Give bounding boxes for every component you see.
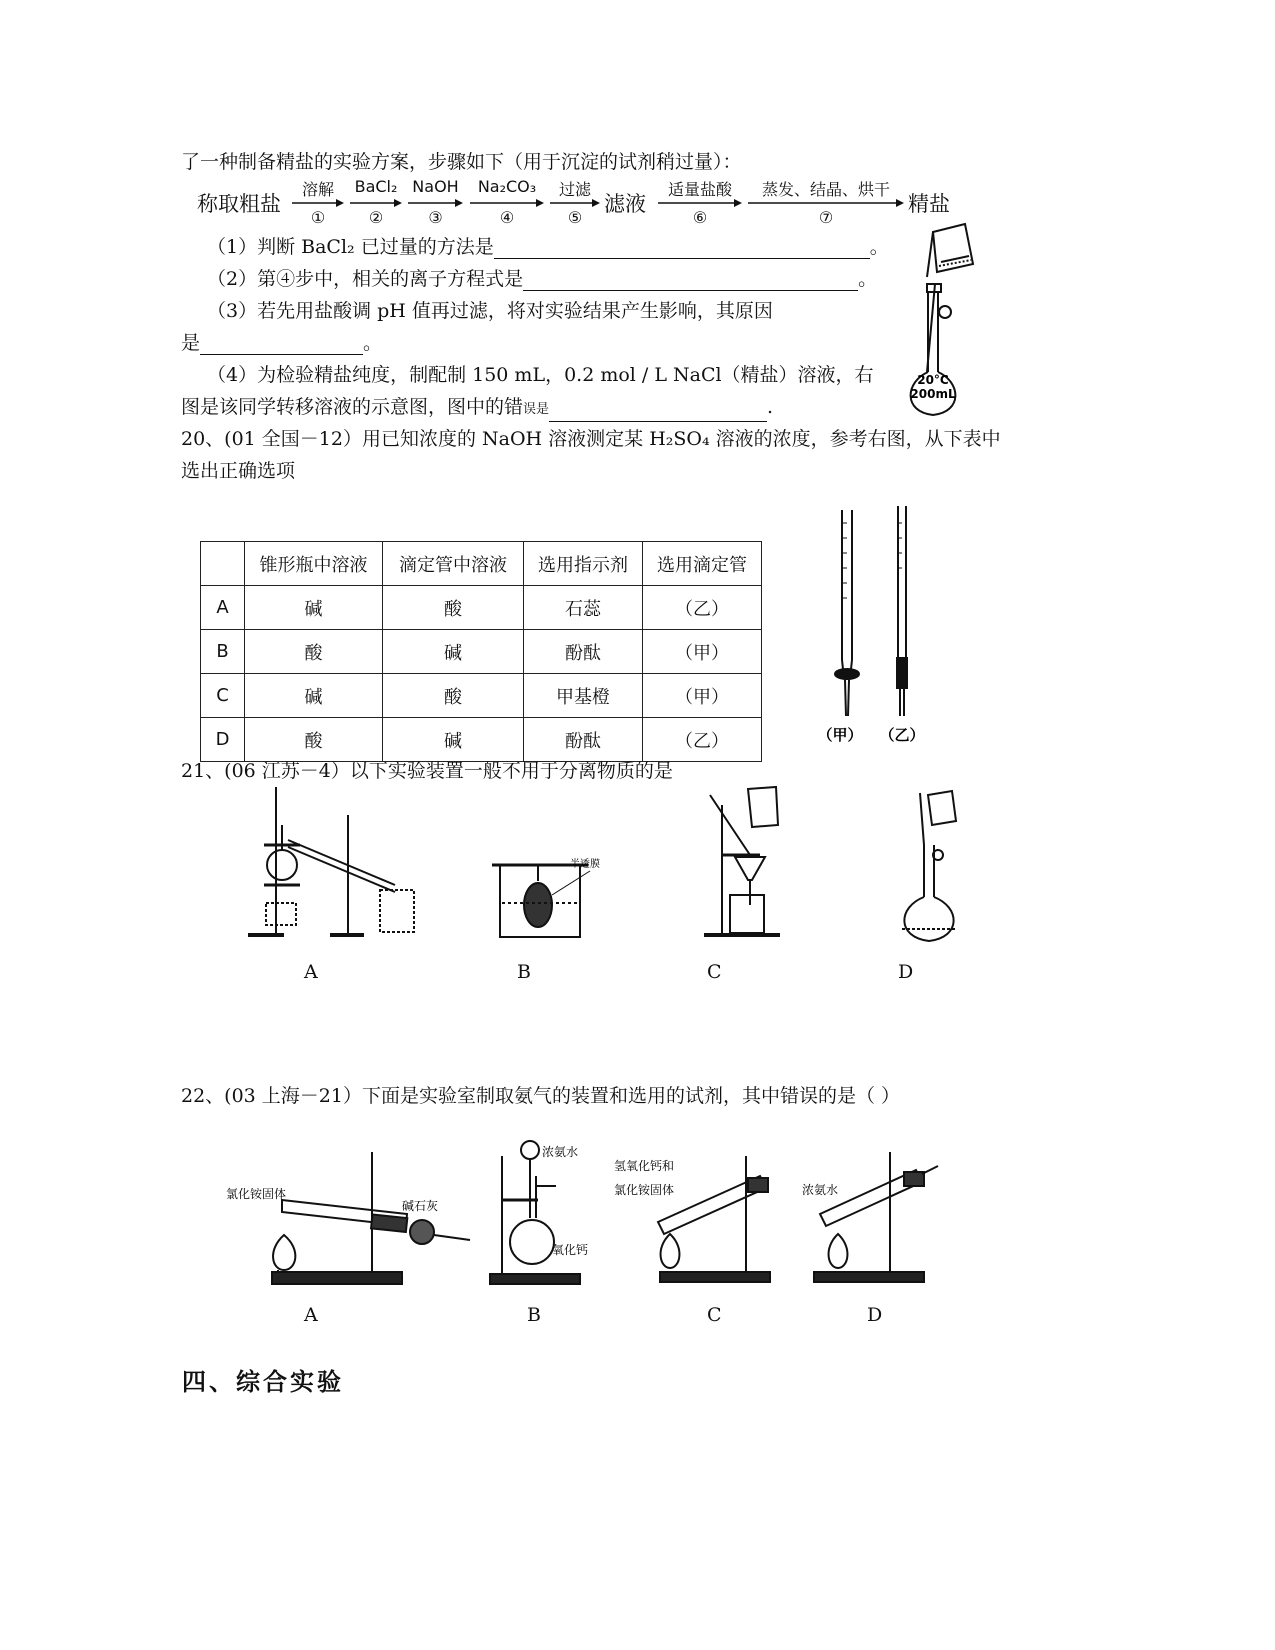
ammonia-apparatus-c-figure bbox=[610, 1150, 780, 1290]
burette-label-yi: （乙） bbox=[879, 726, 925, 744]
flow-step-1: 溶解 ① bbox=[292, 178, 344, 228]
table-cell: 碱 bbox=[383, 718, 524, 762]
answer-blank-3[interactable] bbox=[200, 335, 363, 355]
table-cell: 酸 bbox=[245, 630, 383, 674]
q21-question: 21、(06 江苏－4）以下实验装置一般不用于分离物质的是 bbox=[181, 760, 673, 782]
table-row[interactable] bbox=[201, 630, 762, 674]
table-cell: 酸 bbox=[383, 674, 524, 718]
q21-option-d: D bbox=[898, 961, 914, 983]
flow-step-4: Na₂CO₃ ④ bbox=[470, 178, 544, 228]
q19-part3: （3）若先用盐酸调 pH 值再过滤，将对实验结果产生影响，其原因 bbox=[207, 300, 773, 322]
table-cell: 酚酞 bbox=[524, 718, 643, 762]
q22-option-a: A bbox=[304, 1304, 318, 1326]
label-conc-ammonia-d: 浓氨水 bbox=[802, 1183, 839, 1197]
table-cell: （乙） bbox=[643, 586, 762, 630]
answer-blank-1[interactable] bbox=[494, 239, 870, 259]
answer-blank-4[interactable] bbox=[549, 402, 767, 422]
flow-start: 称取粗盐 bbox=[197, 192, 281, 216]
table-header-cell bbox=[201, 542, 245, 586]
q19-part3-cont: 是 。 bbox=[181, 332, 383, 354]
filtration-apparatus-figure bbox=[700, 785, 790, 945]
table-cell: A bbox=[201, 586, 245, 630]
table-cell: D bbox=[201, 718, 245, 762]
table-header-cell: 滴定管中溶液 bbox=[383, 542, 524, 586]
burettes-figure bbox=[810, 508, 925, 748]
label-calcium-hydroxide: 氢氧化钙和 bbox=[614, 1159, 675, 1173]
table-row[interactable] bbox=[201, 718, 762, 762]
q19-part4: （4）为检验精盐纯度，制配制 150 mL，0.2 mol / L NaCl（精盐）溶液，右 bbox=[207, 364, 874, 386]
flow-filtrate: 滤液 bbox=[604, 192, 646, 216]
ammonia-apparatus-a-figure bbox=[222, 1140, 482, 1290]
table-cell: C bbox=[201, 674, 245, 718]
label-ammonium-chloride: 氯化铵固体 bbox=[226, 1187, 287, 1201]
table-cell: 碱 bbox=[245, 674, 383, 718]
table-cell: B bbox=[201, 630, 245, 674]
table-cell: 甲基橙 bbox=[524, 674, 643, 718]
flask-temperature: 20°C bbox=[917, 373, 949, 387]
table-cell: 碱 bbox=[245, 586, 383, 630]
table-cell: 酸 bbox=[245, 718, 383, 762]
membrane-label: 半透膜 bbox=[570, 859, 600, 870]
q21-option-b: B bbox=[517, 961, 531, 983]
volumetric-flask-transfer-figure bbox=[895, 222, 975, 418]
label-calcium-oxide: 氧化钙 bbox=[552, 1243, 589, 1257]
table-cell: 石蕊 bbox=[524, 586, 643, 630]
q21-option-c: C bbox=[707, 961, 722, 983]
dialysis-apparatus-figure bbox=[490, 855, 600, 941]
table-cell: （甲） bbox=[643, 674, 762, 718]
burette-label-jia: （甲） bbox=[817, 726, 863, 744]
ammonia-apparatus-b-figure bbox=[486, 1136, 596, 1292]
flask-volume: 200mL bbox=[910, 387, 956, 401]
q22-option-d: D bbox=[867, 1304, 883, 1326]
flow-step-3: NaOH ③ bbox=[408, 178, 463, 228]
distillation-apparatus-figure bbox=[240, 785, 440, 945]
table-header-cell: 锥形瓶中溶液 bbox=[245, 542, 383, 586]
flow-step-6: 适量盐酸 ⑥ bbox=[658, 178, 742, 228]
q22-option-b: B bbox=[527, 1304, 541, 1326]
q22-question: 22、(03 上海－21）下面是实验室制取氨气的装置和选用的试剂，其中错误的是（ ） bbox=[181, 1085, 901, 1107]
flow-step-2: BaCl₂ ② bbox=[350, 178, 402, 228]
label-soda-lime: 碱石灰 bbox=[402, 1199, 439, 1213]
table-row[interactable] bbox=[201, 586, 762, 630]
q20-question: 20、(01 全国－12）用已知浓度的 NaOH 溶液测定某 H₂SO₄ 溶液的浓度，参考右图，从下表中 bbox=[181, 428, 1001, 450]
table-header-row bbox=[201, 542, 762, 586]
table-cell: （甲） bbox=[643, 630, 762, 674]
q19-part1: （1）判断 BaCl₂ 已过量的方法是 。 bbox=[207, 236, 889, 258]
ammonia-apparatus-d-figure bbox=[800, 1148, 950, 1290]
table-header-cell: 选用指示剂 bbox=[524, 542, 643, 586]
label-ammonium-chloride-c: 氯化铵固体 bbox=[614, 1183, 675, 1197]
transfer-flask-figure bbox=[890, 785, 970, 945]
table-header-cell: 选用滴定管 bbox=[643, 542, 762, 586]
label-conc-ammonia-b: 浓氨水 bbox=[542, 1145, 579, 1159]
table-cell: （乙） bbox=[643, 718, 762, 762]
q19-part4-cont: 图是该同学转移溶液的示意图，图中的错误是 . bbox=[181, 395, 773, 422]
intro-text: 了一种制备精盐的实验方案，步骤如下（用于沉淀的试剂稍过量）： bbox=[181, 151, 742, 173]
table-row[interactable] bbox=[201, 674, 762, 718]
q21-option-a: A bbox=[304, 961, 318, 983]
q20-answer-table bbox=[200, 541, 762, 762]
flow-step-7: 蒸发、结晶、烘干 ⑦ bbox=[748, 178, 904, 228]
section-heading: 四、综合实验 bbox=[182, 1368, 344, 1396]
answer-blank-2[interactable] bbox=[523, 271, 858, 291]
flow-end: 精盐 bbox=[908, 192, 950, 216]
table-cell: 碱 bbox=[383, 630, 524, 674]
q22-option-c: C bbox=[707, 1304, 722, 1326]
q20-question-cont: 选出正确选项 bbox=[181, 460, 296, 482]
q19-part2: （2）第④步中，相关的离子方程式是 。 bbox=[207, 268, 878, 290]
flow-step-5: 过滤 ⑤ bbox=[550, 178, 600, 228]
table-cell: 酚酞 bbox=[524, 630, 643, 674]
table-cell: 酸 bbox=[383, 586, 524, 630]
